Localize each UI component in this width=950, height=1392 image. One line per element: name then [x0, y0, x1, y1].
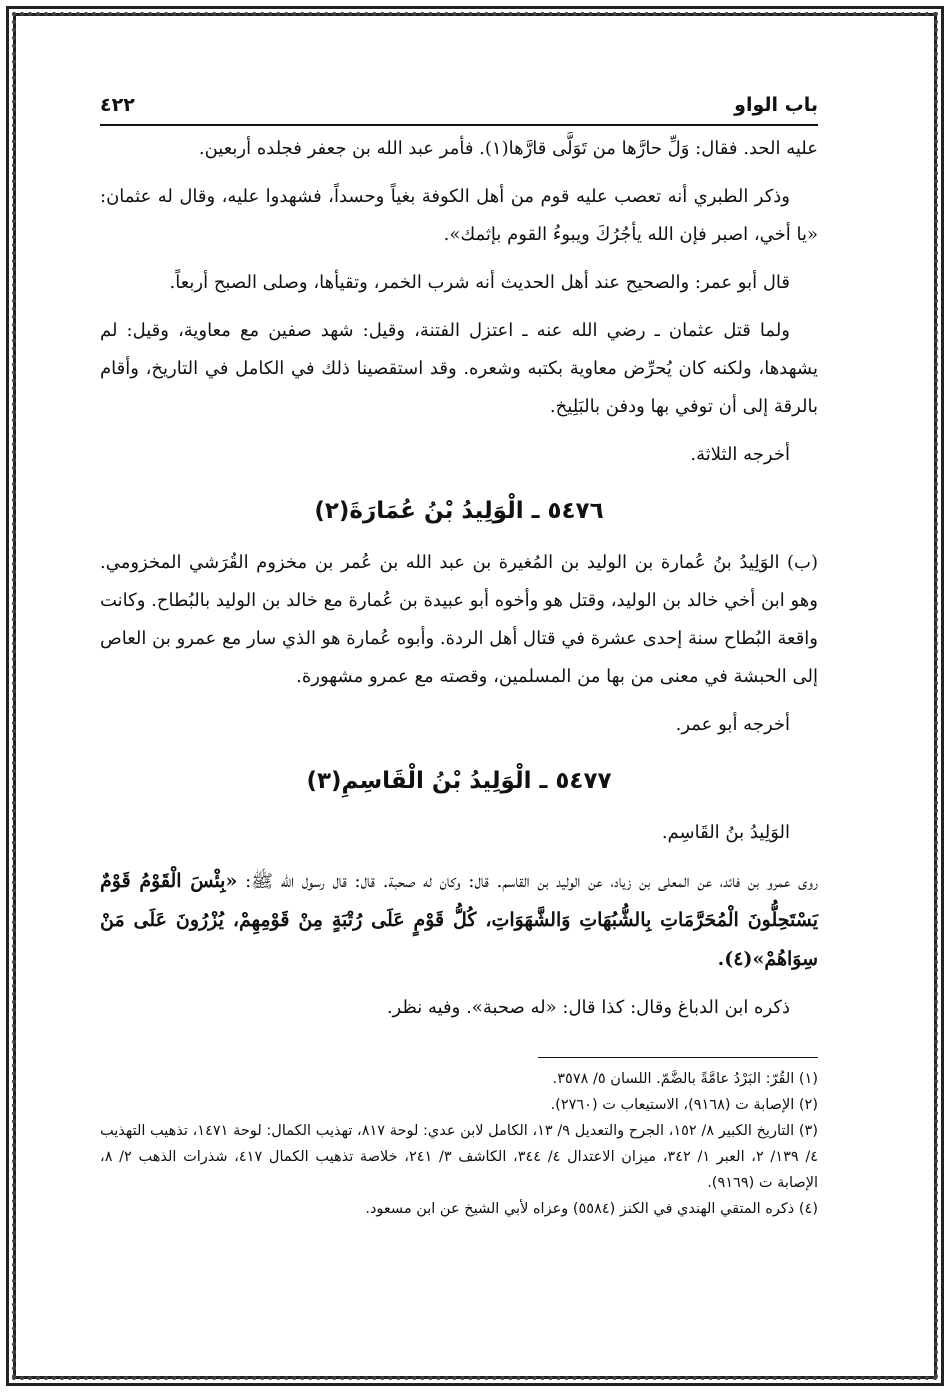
footnotes — [100, 1066, 818, 1222]
entry-heading-5477: ٥٤٧٧ ـ الْوَلِيدُ بْنُ الْقَاسِمِ(٣) — [306, 768, 612, 794]
paragraph: قال أبو عمر: والصحيح عند أهل الحديث أنه شرب الخمر، وتقيأها، وصلى الصبح أربعاً. — [169, 272, 790, 293]
entry-note: ذكره ابن الدباغ وقال: كذا قال: «له صحبة». وفيه نظر. — [386, 997, 790, 1018]
footnote: (٢) الإصابة ت (٩١٦٨)، الاستيعاب ت (٢٧٦٠). — [550, 1097, 818, 1113]
footnote: (٤) ذكره المتقي الهندي في الكنز (٥٥٨٤) وعزاه لأبي الشيخ عن ابن مسعود. — [365, 1201, 818, 1217]
takhrij-line: أخرجه أبو عمر. — [675, 714, 790, 735]
paragraph: ولما قتل عثمان ـ رضي الله عنه ـ اعتزل الفتنة، وقيل: شهد صفين مع معاوية، وقيل: لم يشهدها، ولكنه كان يُحرِّض معاوية بكتبه وشعره. وقد استقصينا ذلك في الكامل في التاريخ، وأقام بالرقة إلى أن توفي بها ودفن بالبَلِيخ. — [100, 320, 818, 417]
entry-name-line: الوَلِيدُ بنُ القَاسِم. — [661, 822, 790, 843]
paragraph: عليه الحد. فقال: وَلِّ حارَّها من تَوَلَّى قارَّها(١). فأمر عبد الله بن جعفر فجلده أربعين. — [198, 138, 818, 159]
page-number: ٤٢٢ — [100, 94, 135, 116]
takhrij-line: أخرجه الثلاثة. — [690, 444, 790, 465]
main-text — [100, 130, 818, 1027]
paragraph: وذكر الطبري أنه تعصب عليه قوم من أهل الكوفة بغياً وحسداً، فشهدوا عليه، وقال له عثمان: «يا أخي، اصبر فإن الله يأجُرُكَ ويبوءُ القوم بإثمك». — [100, 186, 818, 245]
entry-heading-5476: ٥٤٧٦ ـ الْوَلِيدُ بْنُ عُمَارَةَ(٢) — [314, 498, 604, 524]
entry-text-5476: (ب) الوَلِيدُ بنُ عُمارة بن الوليد بن المُغيرة بن عبد الله بن عُمر بن مخزوم القُرَشي المخزومي. وهو ابن أخي خالد بن الوليد، وقتل هو وأخوه أبو عبيدة بن عُمارة مع خالد بن الوليد بالبُطاح. وكانت واقعة البُطاح سنة إحدى عشرة في قتال أهل الردة. وأبوه عُمارة هو الذي سار مع عمرو بن العاص إلى الحبشة في معنى من بها من المسلمين، وقصته مع عمرو مشهورة. — [100, 552, 818, 687]
hadith-text: «بِئْسَ الْقَوْمُ قَوْمٌ يَسْتَحِلُّونَ الْمُحَرَّمَاتِ بِالشُّبُهَاتِ وَالشَّهَوَاتِ، كُلُّ قَوْمٍ عَلَى رُتْبَةٍ مِنْ قَوْمِهِمْ، يُزْرُونَ عَلَى مَنْ سِوَاهُمْ»(٤). — [100, 870, 818, 970]
entry-text-5477 — [100, 862, 818, 979]
footnote-rule — [538, 1057, 818, 1058]
narration-text: روى عمرو بن فائد، عن المعلى بن زياد، عن الوليد بن القاسم. قال: وكان له صحبة. قال: قال رسول الله ﷺ: — [245, 871, 818, 892]
footnote: (١) القُرّ: البَرْدُ عامَّةً بالضَّمّ. اللسان ٥/ ٣٥٧٨. — [552, 1071, 818, 1087]
running-header — [100, 88, 818, 126]
book-page — [100, 88, 818, 1358]
footnote: (٣) التاريخ الكبير ٨/ ١٥٢، الجرح والتعديل ٩/ ١٣، الكامل لابن عدي: لوحة ٨١٧، تهذيب الكمال: لوحة ١٤٧١، تذهيب التهذيب ٤/ ١٣٩/ ٢، العبر ١/ ٣٤٢، ميزان الاعتدال ٤/ ٣٤٤، الكاشف ٣/ ٢٤١، خلاصة تذهيب الكمال ٤١٧، شذرات الذهب ٢/ ٨، الإصابة ت (٩١٦٩). — [100, 1123, 819, 1191]
chapter-title: باب الواو — [734, 94, 818, 116]
